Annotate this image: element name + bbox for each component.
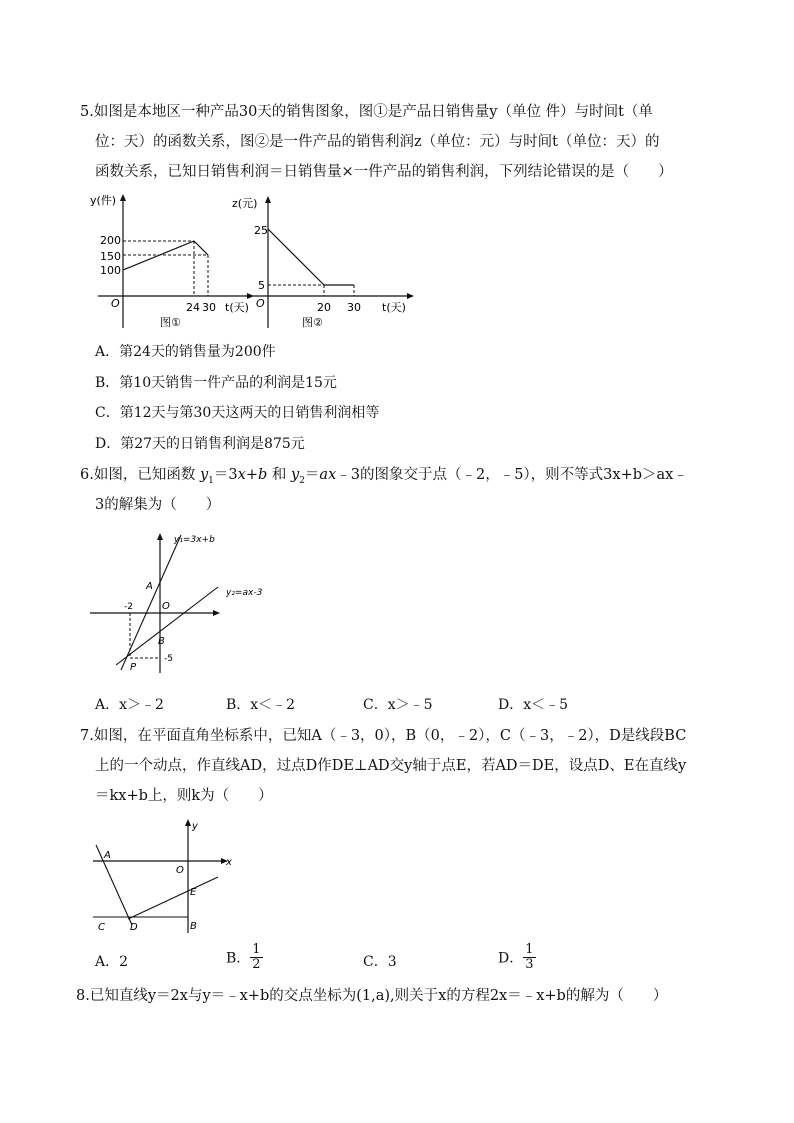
q5-g1-xtick-30: 30 (202, 301, 216, 314)
q7-option-b-fraction (250, 943, 262, 972)
q7-option-d-fraction (523, 943, 535, 972)
q5-g1-ytick-100: 100 (100, 264, 121, 277)
q7-option-b-den: 2 (252, 957, 261, 972)
q6-option-b[interactable]: B．x＜﹣2 (226, 697, 296, 713)
q5-g2-origin: O (256, 297, 265, 310)
q5-g1-xlabel: t(天) (225, 301, 249, 314)
q6-graph (86, 525, 276, 675)
q7-line1 (80, 725, 686, 747)
q5-line2: 位：天）的函数关系，图②是一件产品的销售利润z（单位：元）与时间t（单位：天）的 (95, 134, 660, 150)
q5-g1-segment-fall (194, 241, 208, 255)
q5-g2-xlabel: t(天) (382, 301, 406, 314)
q7-line2: 上的一个动点，作直线AD，过点D作DE⊥AD交y轴于点E，若AD＝DE，设点D、E在直线y (95, 758, 687, 774)
q5-line1 (80, 101, 653, 123)
q5-g2-segment-fall (268, 229, 324, 285)
q7-option-d-num: 1 (525, 942, 534, 957)
q5-g1-xtick-24: 24 (186, 301, 200, 314)
q8-line1 (76, 985, 667, 1007)
q7-number: 7. (80, 728, 94, 744)
q5-g1-ytick-150: 150 (100, 250, 121, 263)
q6-option-d[interactable]: D．x＜﹣5 (498, 697, 569, 713)
q6-line2: 3的解集为（ ） (95, 497, 221, 513)
q6-label-y2: y₂=ax-3 (226, 588, 263, 598)
q6-point-p: P (130, 662, 137, 673)
q7-option-a[interactable]: A．2 (95, 954, 129, 970)
q7-point-e: E (190, 887, 197, 898)
q6-tick-y: -5 (164, 654, 173, 664)
q5-g2-ytick-5: 5 (258, 279, 265, 292)
q5-g1-origin: O (111, 297, 120, 310)
q5-g2-xtick-20: 20 (317, 301, 331, 314)
q5-graph2 (228, 190, 418, 335)
q7-line-de (128, 877, 218, 919)
q7-text-line1: 如图，在平面直角坐标系中，已知A（﹣3，0），B（0，﹣2），C（﹣3，﹣2），D是线段BC (93, 728, 687, 744)
q5-g2-ylabel: z(元) (232, 197, 258, 210)
q5-option-b[interactable]: B．第10天销售一件产品的利润是15元 (95, 375, 337, 391)
q7-point-c: C (98, 922, 105, 933)
q7-option-b-num: 1 (252, 942, 261, 957)
q6-text-b: 和 (271, 467, 287, 483)
q5-option-d[interactable]: D．第27天的日销售利润是875元 (95, 436, 305, 452)
q6-origin: O (162, 601, 170, 612)
q6-option-c[interactable]: C．x＞﹣5 (363, 697, 433, 713)
q7-option-d-den: 3 (525, 957, 534, 972)
q7-axis-y: y (192, 821, 198, 832)
q5-g1-ylabel: y(件) (90, 194, 117, 207)
q5-g1-caption: 图① (160, 316, 181, 329)
q7-line-ad (96, 845, 132, 925)
q5-line3: 函数关系，已知日销售利润＝日销售量×一件产品的销售利润，下列结论错误的是（ ） (95, 164, 673, 180)
q5-g2-xtick-30: 30 (347, 301, 361, 314)
q5-option-c[interactable]: C．第12天与第30天这两天的日销售利润相等 (95, 405, 380, 421)
q6-tick-x: -2 (124, 602, 133, 612)
q6-text-a: 如图，已知函数 (93, 467, 196, 483)
q6-option-a[interactable]: A．x＞﹣2 (95, 697, 164, 713)
q7-point-b: B (190, 921, 197, 932)
q7-point-d: D (130, 922, 138, 933)
q5-option-a[interactable]: A．第24天的销售量为200件 (95, 344, 276, 360)
q7-origin: O (176, 865, 184, 876)
q6-line1: 6.如图，已知函数 $y_1=3x+b$ 和 $y_2=ax﹣3$的图象交于点（﹣2，﹣5），则不等式3x+b＞ax﹣ (80, 467, 688, 486)
q5-g2-ytick-25: 25 (254, 224, 268, 237)
q8-text: 已知直线y＝2x与y＝﹣x+b的交点坐标为(1,a),则关于x的方程2x＝﹣x+b的解为（ ） (89, 988, 668, 1004)
q7-graph (88, 815, 238, 935)
q7-option-b-prefix: B． (226, 950, 251, 967)
q6-number: 6. (80, 467, 94, 483)
q6-text-d: （﹣2，﹣5），则不等式3x+b＞ax﹣ (446, 467, 688, 483)
q7-option-d[interactable] (498, 943, 536, 972)
q7-axis-x: x (226, 857, 232, 868)
q6-point-b: B (158, 636, 165, 647)
q5-text-line1: 如图是本地区一种产品30天的销售图象，图①是产品日销售量y（单位 件）与时间t（单 (93, 104, 653, 120)
q6-label-y1: y₁=3x+b (174, 535, 215, 545)
q7-option-c[interactable]: C．3 (363, 954, 397, 970)
q6-text-c: 的图象交于点 (359, 467, 447, 483)
q5-g2-caption: 图② (302, 316, 323, 329)
q7-option-d-prefix: D． (498, 950, 524, 967)
q7-point-a: A (104, 850, 111, 861)
q8-number: 8. (76, 988, 90, 1004)
q5-g1-ytick-200: 200 (100, 234, 121, 247)
q7-line3: ＝kx+b上，则k为（ ） (95, 788, 273, 804)
q5-number: 5. (80, 104, 94, 120)
q7-option-b[interactable] (226, 943, 263, 972)
q6-point-a: A (146, 581, 153, 592)
